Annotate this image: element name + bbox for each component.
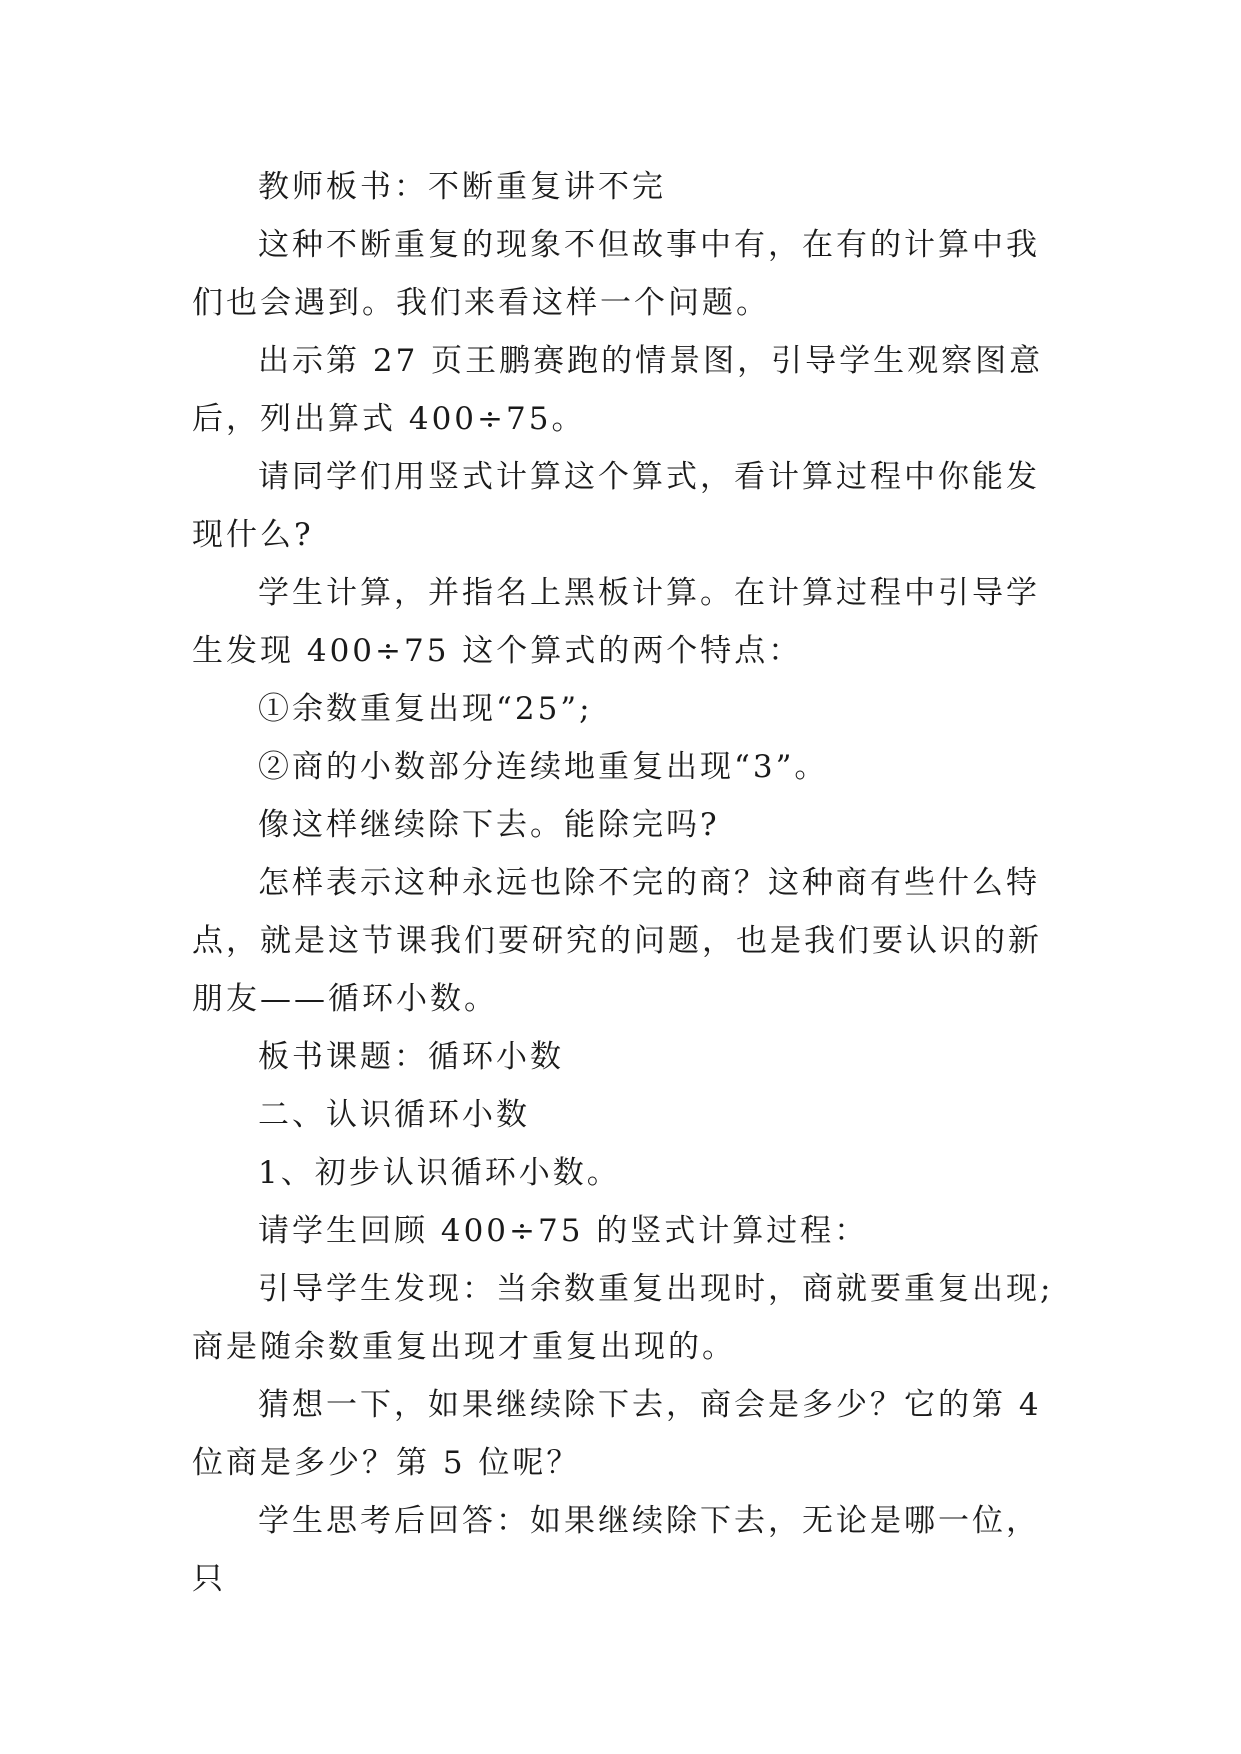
paragraph: 学生计算，并指名上黑板计算。在计算过程中引导学生发现 400÷75 这个算式的两个特点： — [192, 575, 1040, 669]
paragraph: 引导学生发现：当余数重复出现时，商就要重复出现;商是随余数重复出现才重复出现的。 — [192, 1271, 1054, 1365]
paragraph: 板书课题：循环小数 — [258, 1039, 564, 1075]
paragraph: 教师板书：不断重复讲不完 — [258, 169, 666, 205]
subsection-heading: 1、初步认识循环小数。 — [258, 1155, 621, 1191]
paragraph: 请学生回顾 400÷75 的竖式计算过程： — [258, 1213, 869, 1249]
paragraph: 这种不断重复的现象不但故事中有，在有的计算中我们也会遇到。我们来看这样一个问题。 — [192, 227, 1040, 321]
paragraph: ①余数重复出现“25”; — [258, 691, 593, 727]
section-heading: 二、认识循环小数 — [258, 1097, 530, 1133]
paragraph: 怎样表示这种永远也除不完的商？这种商有些什么特点，就是这节课我们要研究的问题，也是我们要认识的新朋友——循环小数。 — [192, 865, 1042, 1017]
paragraph: ②商的小数部分连续地重复出现“3”。 — [258, 749, 829, 785]
paragraph: 出示第 27 页王鹏赛跑的情景图，引导学生观察图意后，列出算式 400÷75。 — [192, 343, 1044, 437]
paragraph: 学生思考后回答：如果继续除下去，无论是哪一位，只 — [192, 1503, 1040, 1597]
paragraph: 猜想一下，如果继续除下去，商会是多少？它的第 4 位商是多少？第 5 位呢？ — [192, 1387, 1042, 1481]
paragraph: 请同学们用竖式计算这个算式，看计算过程中你能发现什么? — [192, 459, 1040, 553]
paragraph: 像这样继续除下去。能除完吗? — [258, 807, 720, 843]
document-body — [192, 158, 1072, 1608]
